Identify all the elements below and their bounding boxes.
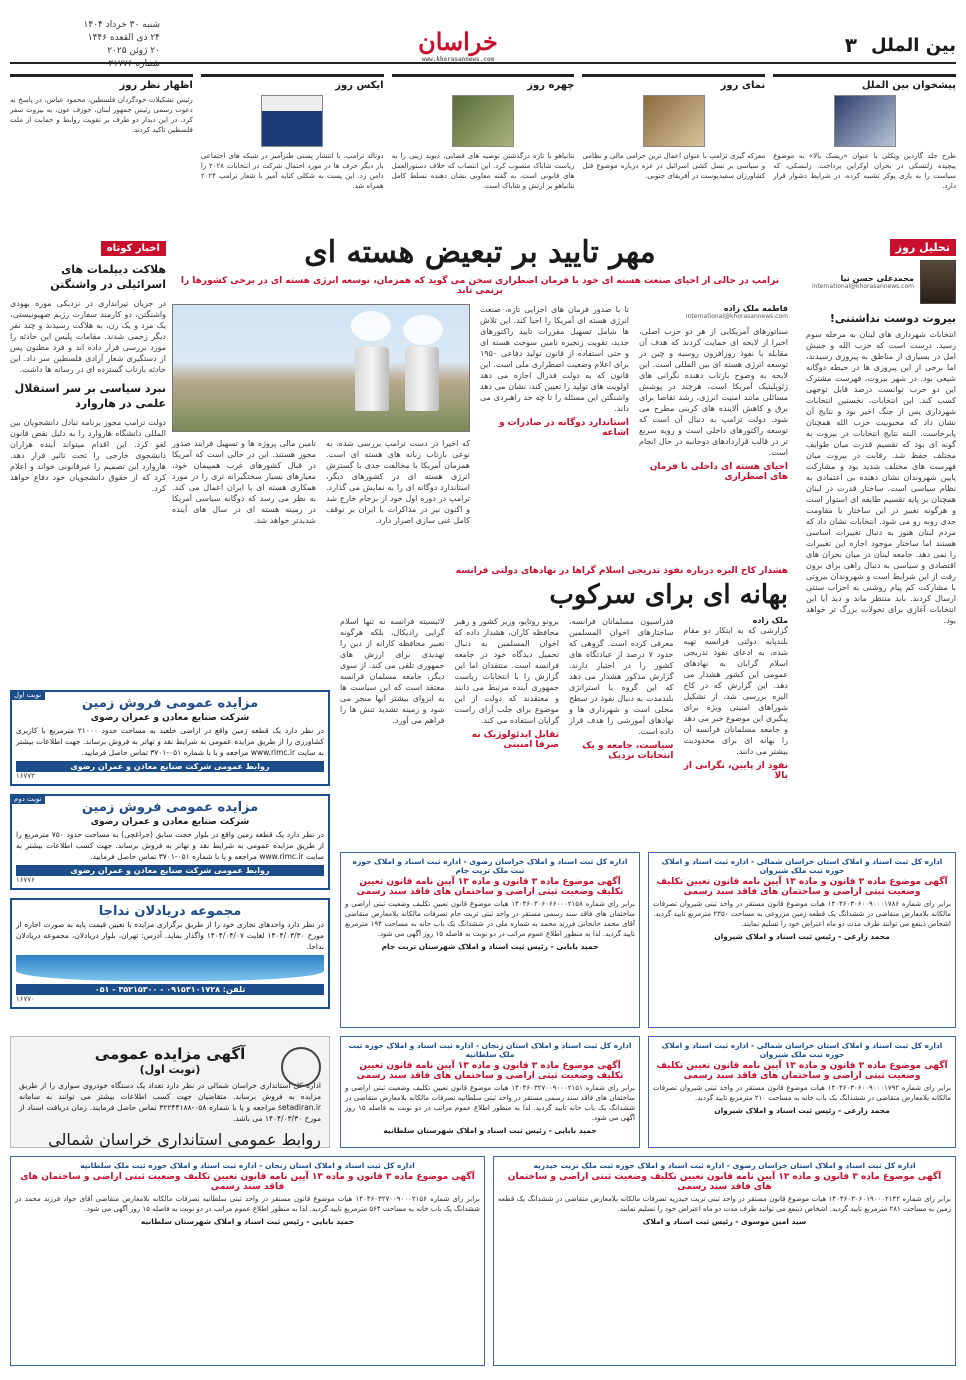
registry-notice[interactable]: اداره کل ثبت اسناد و املاک استان خراسان شمالی - اداره ثبت اسناد و املاک حوزه ثبت ملک شیروان آگهی موضوع ماده ۳ قانون و ماده ۱۳ آیین نامه قانون تعیین تکلیف وضعیت ثبتی اراضی و ساختمان های فاقد سند رسمی برابر رای شماره ۱۴۰۴۶۰۳۰۶۰۰۹۰۰۰۱۷۸۶ هیات موضوع قانون مستقر در واحد ثبتی شیروان تصرفات مالکانه بلامعارض متقاضی در ششدانگ یک قطعه زمین مزروعی به مساحت ۲۳۵۰ مترمربع تایید گردید. اشخاص ذینفع می توانند ظرف مدت دو ماه اعتراض خود را تسلیم نمایند. محمد زارعی - رئیس ثبت اسناد و املاک شیروان <box>648 852 956 1028</box>
section-title: بین الملل <box>871 34 956 56</box>
main-story-header <box>172 236 788 296</box>
photo-image <box>643 95 705 147</box>
analysis-column <box>806 236 956 856</box>
news-title[interactable]: هلاکت دیپلمات های اسرائیلی در واشنگتن <box>50 263 166 291</box>
strip-item: ایکس روز دونالد ترامپ، با انتشار پستی طنزآمیز در شبکه های اجتماعی بار دیگر حرف ها در مورد احتمال شرکت در انتخابات ۲۰۲۸ را دامن زد. این پست به شکلی کنایه آمیز با شعار ترامپ ۲۰۲۴ همراه شد. <box>201 74 384 232</box>
story-column-with-photo: که اخیرا در دست ترامپ بررسی شده، به نوعی بازتاب زنانه های هسته ای است. همزمان آمریکا با مخالفت جدی با گسترش انرژی هسته ای در کشورهای دیگر، استاندارد دوگانه ای را به نمایش می گذارد. ترامپ در دوره اول خود از برجام خارج شد و اکنون نیز در مذاکرات با ایران بر توقف کامل غنی سازی اصرار دارد. تامین مالی پروژه ها و تسهیل فرایند صدور مجوز هستند. این در حالی است که آمریکا در قبال کشورهای غرب همپیمان خود، معیارهای بسیار سختگیرانه تری را در مورد همکاری هسته ای با ایران اعمال می کند. به نظر می رسد که دوگانه سیاسی آمریکا در زمینه هسته ای در سال های آینده شدیدتر خواهد شد. <box>172 304 470 554</box>
registry-notice[interactable]: اداره کل ثبت اسناد و املاک استان خراسان شمالی - اداره ثبت اسناد و املاک حوزه ثبت ملک شیروان آگهی موضوع ماده ۳ قانون و ماده ۱۳ آیین نامه قانون تعیین تکلیف وضعیت ثبتی اراضی و ساختمان های فاقد سند رسمی برابر رای شماره ۱۴۰۴۶۰۳۰۶۰۰۹۰۰۰۱۷۹۲ هیات موضوع قانون مستقر در واحد ثبتی شیروان تصرفات مالکانه بلامعارض متقاضی در ششدانگ یک باب خانه به مساحت ۲۱۰ مترمربع تایید گردید. محمد زارعی - رئیس ثبت اسناد و املاک شیروان <box>648 1036 956 1148</box>
strip-item: پیشخوان بین الملل طرح جلد گاردین ویکلی با عنوان «ریسک بالا» به موضوع پیچیده زلنسکی در بحران اوکراین پرداخت. زلنسکی، که سیاست را به بازی پوکر تشبیه کرده، در شرایط دشوار قرار دارد. <box>773 74 956 232</box>
strip-item: چهره روز نتانیاهو با تازه درگذشتن توصیه های قضایی، دیوید زینی را به ریاست شاباک منصوب کرد. این انتصاب که خلاف دستورالعمل های قانونی است، به گفته معاونی نشان دهنده تسلط کامل نتانیاهو بر ارتش و شاباک است. <box>392 74 575 232</box>
public-auction-ad[interactable]: آگهی مزایده عمومی (نوبت اول) اداره کل استانداری خراسان شمالی در نظر دارد تعداد یک دستگاه خودروی سواری را از طریق مزایده به فروش برساند. متقاضیان جهت کسب اطلاعات بیشتر می توانند به سامانه setadiran.ir مراجعه و یا با شماره ۰۵۸-۳۲۲۴۴۱۸۸ تماس حاصل فرمایند. زمان دریافت اسناد از مورخ ۱۴۰۴/۰۳/۳۰ می باشد. روابط عمومی استانداری خراسان شمالی <box>10 1036 330 1148</box>
land-auction-ad-2[interactable]: نوبت دوم مزایده عمومی فروش زمین شرکت صنایع معادن و عمران رضوی در نظر دارد یک قطعه زمین واقع در بلوار حجت سابق (جراغچی) به مساحت حدود ۷۵۰ مترمربع را از طریق مزایده عمومی به شرایط نقد و تهاتر به فروش برساند. جهت کسب اطلاعات بیشتر به سایت www.rimc.ir مراجعه و یا با شماره ۰۵۱-۳۷۰۱ تماس حاصل فرمایید. روابط عمومی شرکت صنایع معادن و عمران رضوی ۱۶۷۷۶ <box>10 794 330 890</box>
navy-complex-ad[interactable]: مجموعه دریادلان نداجا در نظر دارد واحدهای تجاری خود را از طریق برگزاری مزایده با تعیین قیمت پایه به صورت اجاره از مورخ ۱۴۰۴/۰۳/۳۰ لغایت ۱۴۰۴/۰۴/۰۷ واگذار نماید. آدرس: تهران، بلوار دریادلان، مجموعه دریادلان نداجا. تلفن: ۰۹۱۵۳۱۰۱۷۲۸ - ۳۵۲۱۵۳۰۰ - ۰۵۱ ۱۶۷۷۰ <box>10 898 330 1009</box>
main-headline[interactable]: مهر تایید بر تبعیض هسته ای <box>304 235 656 270</box>
top-strip <box>10 74 956 232</box>
registry-notice[interactable]: اداره کل ثبت اسناد و املاک استان زنجان - اداره ثبت اسناد و املاک حوزه ثبت ملک سلطانیه آگهی موضوع ماده ۳ قانون و ماده ۱۳ آیین نامه قانون تعیین تکلیف وضعیت ثبتی اراضی و ساختمان های فاقد سند رسمی برابر رای شماره ۱۴۰۴۶۰۳۲۷۰۰۹۰۰۰۲۱۵۱ هیات موضوع قانون تعیین تکلیف وضعیت ثبتی اراضی و ساختمان های فاقد سند رسمی مستقر در واحد ثبتی سلطانیه تصرفات مالکانه بلامعارض متقاضی در ششدانگ یک باب خانه تایید گردید. لذا به منظور اطلاع عموم مراتب در دو نوبت به فاصله ۱۵ روز آگهی می شود. حمید بابایی - رئیس ثبت اسناد و املاک شهرستان سلطانیه <box>340 1036 640 1148</box>
avatar <box>920 260 956 304</box>
second-headline[interactable]: بهانه ای برای سرکوب <box>549 580 788 610</box>
analysis-tag: تحلیل روز <box>890 239 956 256</box>
analysis-body: انتخابات شهرداری های لبنان به مرحله سوم رسید. درست است که حزب الله و جنبش امل در بسیاری از مناطق به پیروزی رسیدند، اما برخی از این پیروزی ها در حیطه دوگانه شیعی بود. در شهر بیروت، فهرست مشترک این دو حزب توانست درصد قابل توجهی کسب کند. این انتخابات، نخستین انتخابات شهرداری پس از جنگ اخیر بود و نتایج آن نشان داد که محبوبیت حزب الله همچنان پابرجاست. البته نتایج انتخابات در بیروت به گونه ای بود که تقسیم قدرت میان طوایف مختلف حفظ شد. رقابت در بیروت میان فهرست های مختلف شدید بود و مشارکت پایین شهروندان نشان دهنده بی اعتمادی به نظام سیاسی است. ساختار قدرت در لبنان همچنان بر پایه تقسیم طایفه ای استوار است و هرگونه تغییر در این ساختار با مقاومت جدی روبه رو می شود. انتخابات نشان داد که مردم لبنان هنوز به دنبال تغییرات اساسی هستند اما ساختار موجود اجازه این تغییرات را نمی دهد. جامعه لبنان در میان بحران های اقتصادی و سیاسی به دنبال راهی برای برون رفت از این شرایط است و شهروندان بیروتی با مشارکت کم پیام روشنی به احزاب سنتی ارسال کردند. باید منتظر ماند و دید آیا این انتخابات آغازی برای تحولات بزرگ تر خواهد بود. <box>806 330 956 625</box>
magazine-cover-image <box>834 95 896 147</box>
main-subhead: ترامپ در حالی از احیای صنعت هسته ای خود با فرمان اضطراری سخن می گوید که همزمان، توسعه انرژی هسته ای در برخی کشورها را برنمی تابد <box>180 276 780 296</box>
news-title[interactable]: نبرد سیاسی بر سر استقلال علمی در هاروارد <box>14 382 166 410</box>
registry-notice[interactable]: اداره کل ثبت اسناد و املاک خراسان رضوی - اداره ثبت اسناد و املاک حوزه ثبت ملک تربت جام آگهی موضوع ماده ۳ قانون و ماده ۱۳ آیین نامه قانون تعیین تکلیف وضعیت ثبتی اراضی و ساختمان های فاقد سند رسمی برابر رای شماره ۱۴۰۴۶۰۳۰۶۰۶۶۰۰۰۲۱۵۸ هیات موضوع قانون تعیین تکلیف وضعیت ثبتی اراضی و ساختمان های فاقد سند رسمی مستقر در واحد ثبتی تربت جام تصرفات مالکانه بلامعارض متقاضی آقای محمد خانجانی فرزند محمد به شماره ملی در ششدانگ یک باب خانه به مساحت ۱۹۴ مترمربع تایید گردید. لذا به منظور اطلاع عموم مراتب در دو نوبت به فاصله ۱۵ روز آگهی می شود. حمید بابایی - رئیس ثبت اسناد و املاک شهرستان تربت جام <box>340 852 640 1028</box>
short-news-column <box>10 236 166 676</box>
strip-item: اظهار نظر روز رئیس تشکیلات خودگردان فلسطین، محمود عباس، در پاسخ به دعوت رسمی رئیس جمهور لبنان، جوزف عون، به بیروت سفر کرد. در این دیدار دو طرف بر تقویت روابط و حمایت از ملت فلسطین تاکید کردند. <box>10 74 193 232</box>
analysis-title: بیروت دوست نداشتنی! <box>829 312 956 325</box>
short-news-tag: اخبار کوتاه <box>101 241 166 256</box>
author-block: محمدعلی حسن نیا international@khorasannews.com <box>806 260 956 304</box>
strip-item: نمای روز معرکه گیری ترامپ با عنوان اعمال ترین حرامی مالی و نظامی و سیاسی بر نسل کشی اسرائیل در غزه درباره موضوع قتل کشاورزان سفیدپوست در آفریقای جنوبی. <box>582 74 765 232</box>
social-post-image <box>261 95 323 147</box>
story-column: فاطمه ملک زاده international@khorasannews.com سناتورهای آمریکایی از هر دو حزب اصلی، اخیرا از لایحه ای حمایت کردند که هدف آن مقابله با نفوذ روزافزون روسیه و چین در توسعه انرژی هسته ای بین المللی است. این لایحه به وضوح بازتاب دهنده نگرانی های ژئوپلیتیک آمریکا است، هرچند در پوشش مسائلی مانند امنیت انرژی، رشد تقاضا برای برق و کاهش آلاینده های کربنی مطرح می شود. دولت ترامپ به دنبال آن است که توسعه راکتورهای داخلی است و رویه سریع تر در قالب قراردادهای دوجانبه در حال انجام است. احیای هسته ای داخلی با فرمان های اضطراری <box>639 304 788 482</box>
byline: فاطمه ملک زاده <box>723 304 788 313</box>
news-body: دولت ترامپ مجوز برنامه تبادل دانشجویان بین المللی دانشگاه هاروارد را به دلیل نقض قانون لغو کرد. این اقدام میتواند آینده هزاران دانشجوی خارجی را تحت تاثیر قرار دهد. هاروارد این تصمیم را غیرقانونی خواند و اعلام کرد که از حقوق دانشجویان خود دفاع خواهد کرد. <box>10 418 166 493</box>
story-subhead: استاندارد دوگانه در صادرات و اشاعه <box>498 418 629 438</box>
story-column: تا با صدور فرمان های اجرایی تازه، صنعت انرژی هسته ای آمریکا را احیا کند. این تلاش ها شامل تسهیل مقررات تایید راکتورهای جدید، تقویت زنجیره تامین سوخت هسته ای و حتی استفاده از قانون تولید دفاعی ۱۹۵۰ برای اعلام وضعیت اضطراری ملی است. این قانون که به دولت فدرال اجازه می دهد اولویت های تولید را تعیین کند، نشان می دهد واشنگتن این مسئله را تا چه حد راهبردی می داند. استاندارد دوگانه در صادرات و اشاعه <box>480 305 629 438</box>
registry-notice[interactable]: اداره کل ثبت اسناد و املاک استان خراسان رضوی - اداره ثبت اسناد و املاک حوزه ثبت ملک تربت حیدریه آگهی موضوع ماده ۳ قانون و ماده ۱۳ آیین نامه قانون تعیین تکلیف وضعیت ثبتی اراضی و ساختمان های فاقد سند رسمی برابر رای شماره ۱۴۰۴۶۰۳۰۶۰۱۹۰۰۰۲۱۴۲ هیات موضوع قانون مستقر در واحد ثبتی تربت حیدریه تصرفات مالکانه بلامعارض متقاضی در ششدانگ یک قطعه زمین به مساحت ۲۸۱ مترمربع تایید گردید. اشخاص ذینفع می توانند ظرف مدت دو ماه اعتراض خود را تسلیم نمایند. سید امین موسوی - رئیس ثبت اسناد و املاک <box>493 1156 956 1366</box>
main-story-body <box>172 304 788 554</box>
wave-graphic <box>16 955 324 981</box>
portrait-image <box>452 95 514 147</box>
story-subhead: احیای هسته ای داخلی با فرمان های اضطراری <box>649 462 788 482</box>
issue-dates: شنبه ۳۰ خرداد ۱۴۰۴ ۲۴ ذی القعده ۱۴۴۶ ۲۰ ژوئن ۲۰۲۵ شماره ۲۱۷۷۶ <box>83 20 160 69</box>
newspaper-logo[interactable]: خراسان www.khorasannews.com <box>418 27 498 63</box>
section-header <box>756 33 956 57</box>
second-kicker: هشدار کاخ الیزه درباره نفوذ تدریجی اسلام گراها در نهادهای دولتی فرانسه <box>455 566 788 576</box>
land-auction-ad-1[interactable]: نوبت اول مزایده عمومی فروش زمین شرکت صنایع معادن و عمران رضوی در نظر دارد یک قطعه زمین واقع در اراضی خلعبد به مساحت حدود ۲۱۰۰۰ مترمربع با کاربری کشاورزی را از طریق مزایده عمومی به شرایط نقد و تهاتر به فروش برساند. جهت اطلاعات بیشتر به سایت www.rimc.ir مراجعه و یا با شماره ۰۵۱-۳۷۰۱ تماس حاصل فرمایید. روابط عمومی شرکت صنایع معادن و عمران رضوی ۱۶۷۷۳ <box>10 690 330 786</box>
government-emblem-icon <box>281 1047 321 1087</box>
left-ads <box>10 690 330 1030</box>
nuclear-plant-photo <box>172 304 470 432</box>
registry-notice[interactable]: اداره کل ثبت اسناد و املاک استان زنجان - اداره ثبت اسناد و املاک حوزه ثبت ملک سلطانیه آگهی موضوع ماده ۳ قانون و ماده ۱۳ آیین نامه قانون تعیین تکلیف وضعیت ثبتی اراضی و ساختمان های فاقد سند رسمی برابر رای شماره ۱۴۰۴۶۰۳۲۷۰۰۹۰۰۰۲۱۵۶ هیات موضوع قانون مستقر در واحد ثبتی سلطانیه تصرفات مالکانه بلامعارض متقاضی آقای جواد فرزند محمد در ششدانگ یک باب خانه به مساحت ۵۶۴ مترمربع تایید گردید. لذا به منظور اطلاع عموم مراتب در دو نوبت به فاصله ۱۵ روز آگهی می شود. حمید بابایی - رئیس ثبت اسناد و املاک شهرستان سلطانیه <box>10 1156 485 1366</box>
news-body: در جریان تیراندازی در نزدیکی موزه یهودی واشنگتن، دو کارمند سفارت رژیم صهیونیستی، یک مرد و یک زن، به هلاکت رسیدند و چند نفر دیگر زخمی شدند. مقامات پلیس این حادثه را مورد بررسی قرار داده اند و فرد مظنون پس از دستگیری شعار آزادی فلسطین سر داد. این حادثه بازتاب گسترده ای در رسانه ها داشت. <box>10 299 166 374</box>
masthead <box>10 20 956 69</box>
second-story: هشدار کاخ الیزه درباره نفوذ تدریجی اسلام گراها در نهادهای دولتی فرانسه بهانه ای برای سرکوب ملک زاده گزارشی که به ابتکار دو مقام بلندپایه دولتی فرانسه تهیه شده، به ادعای نفوذ تدریجی اسلام گرایان به نهادهای عمومی این کشور هشدار می دهد. این گزارش که در کاخ الیزه بررسی شد، از تشکیل شوراهای امنیتی ویژه برای پیگیری این موضوع خبر می دهد و جامعه مسلمانان فرانسه آن را بهانه ای برای محدودیت بیشتر می دانند. نفوذ از پایین، نگرانی از بالا فدراسیون مسلمانان فرانسه، ساختارهای اخوان المسلمین معرفی کرده است. گروهی که حدود ۷ درصد از عبادتگاه های کشور را در اختیار دارند. گزارش مذکور هشدار می دهد که این گروه با استراتژی بلندمدت به دنبال نفوذ در سطح محلی است و شهرداری ها و نهادهای آموزشی را هدف قرار داده است. سیاست، جامعه و یک انتخابات نزدیک برونو روتایو، وزیر کشور و رهبر محافظه کاران، هشدار داده که اخوان المسلمین به دنبال تحمیل دیدگاه خود در جامعه فرانسه است. منتقدان اما این گزارش را با انتخابات ریاست جمهوری آینده مرتبط می دانند و معتقدند که دولت از این موضوع برای جلب آرای راست گرایان استفاده می کند. تقابل ایدئولوژیک نه صرفا امنیتی لائیسیته فرانسه نه تنها اسلام گرایی رادیکال، بلکه هرگونه تعبیر محافظه کارانه از دین را تهدیدی برای ارزش های جمهوری تلقی می کند. از سوی دیگر، جامعه مسلمان فرانسه معتقد است که این سیاست ها به انزوای بیشتر آنها منجر می شود و زمینه تشدید تنش ها را فراهم می آورد. <box>340 566 788 781</box>
page-number: ۳ <box>844 33 858 57</box>
